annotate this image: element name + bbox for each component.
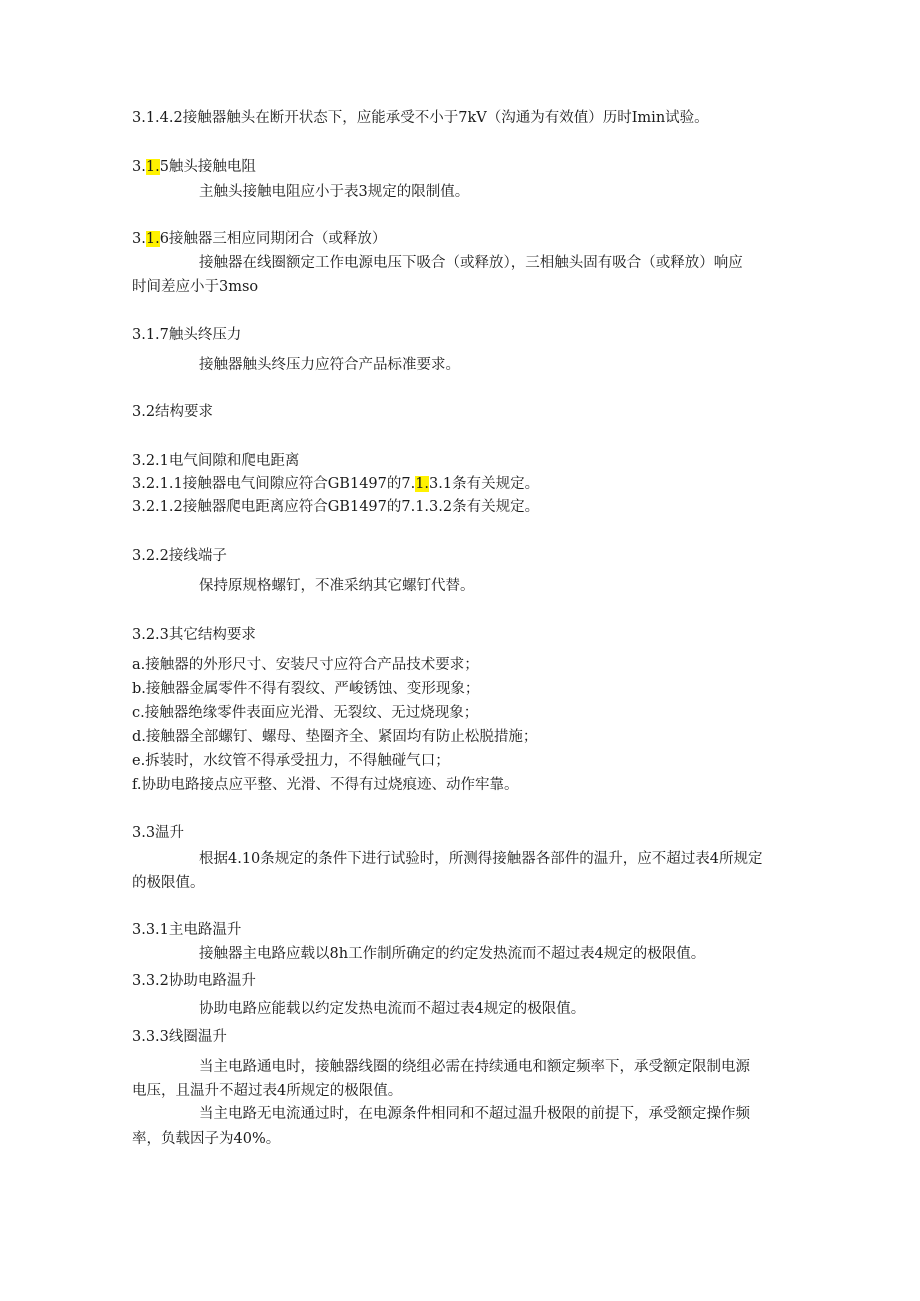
heading-prefix: 3. <box>132 159 146 175</box>
heading-3-1-7: 3.1.7触头终压力 <box>132 327 242 343</box>
paragraph-3-3-line2: 的极限值。 <box>132 875 205 891</box>
heading-3-2: 3.2结构要求 <box>132 404 214 420</box>
heading-3-3-1: 3.3.1主电路温升 <box>132 922 242 938</box>
paragraph-3-1-6-line1: 接触器在线圈额定工作电源电压下吸合（或释放），三相触头固有吸合（或释放）响应 <box>199 255 743 271</box>
heading-prefix: 3. <box>132 231 146 247</box>
heading-3-2-3: 3.2.3其它结构要求 <box>132 627 256 643</box>
list-item-b: b.接触器金属零件不得有裂纹、严峻锈蚀、变形现象； <box>132 681 480 697</box>
paragraph-3-3-3-b-line1: 当主电路无电流通过时，在电源条件相同和不超过温升极限的前提下，承受额定操作频 <box>199 1106 750 1122</box>
paragraph-3-3-2: 协助电路应能载以约定发热电流而不超过表4规定的极限值。 <box>199 1001 586 1017</box>
paragraph-3-3-1: 接触器主电路应载以8h工作制所确定的约定发热流而不超过表4规定的极限值。 <box>199 946 706 962</box>
paragraph-3-1-6-line2: 时间差应小于3mso <box>132 279 259 295</box>
list-item-e: e.拆装时，水纹管不得承受扭力，不得触碰气口； <box>132 753 450 769</box>
highlight-mark: 1. <box>145 159 160 175</box>
clause-3-2-1-1 <box>132 474 539 494</box>
heading-3-1-5 <box>132 157 256 177</box>
list-item-f: f.协助电路接点应平整、光滑、不得有过烧痕迹、动作牢靠。 <box>132 777 519 793</box>
highlight-mark: 1. <box>415 476 430 492</box>
list-item-d: d.接触器全部螺钉、螺母、垫圈齐全、紧固均有防止松脱措施； <box>132 729 538 745</box>
heading-3-2-2: 3.2.2接线端子 <box>132 548 227 564</box>
heading-3-3-3: 3.3.3线圈温升 <box>132 1029 227 1045</box>
heading-3-3-2: 3.3.2协助电路温升 <box>132 973 256 989</box>
clause-3-1-4-2: 3.1.4.2接触器触头在断开状态下，应能承受不小于7kV（沟通为有效值）历时Imin试验。 <box>132 110 709 126</box>
paragraph-3-3-3-a-line2: 电压，且温升不超过表4所规定的极限值。 <box>132 1083 403 1099</box>
paragraph-3-3-3-a-line1: 当主电路通电时，接触器线圈的绕组必需在持续通电和额定频率下，承受额定限制电源 <box>199 1059 750 1075</box>
paragraph-3-3-3-b-line2: 率，负载因子为40%。 <box>132 1131 281 1147</box>
paragraph-3-1-7: 接触器触头终压力应符合产品标准要求。 <box>199 357 460 373</box>
clause-3-2-1-2: 3.2.1.2接触器爬电距离应符合GB1497的7.1.3.2条有关规定。 <box>132 499 540 515</box>
heading-3-2-1: 3.2.1电气间隙和爬电距离 <box>132 453 300 469</box>
heading-rest: 6接触器三相应同期闭合（或释放） <box>159 231 387 247</box>
list-item-c: c.接触器绝缘零件表面应光滑、无裂纹、无过烧现象； <box>132 705 479 721</box>
clause-rest: 3.1条有关规定。 <box>429 476 540 492</box>
list-item-a: a.接触器的外形尺寸、安装尺寸应符合产品技术要求； <box>132 657 479 673</box>
heading-3-1-6 <box>132 229 386 249</box>
paragraph-3-3-line1: 根据4.10条规定的条件下进行试验时，所测得接触器各部件的温升，应不超过表4所规定 <box>199 851 763 867</box>
highlight-mark: 1. <box>145 231 160 247</box>
paragraph-3-1-5: 主触头接触电阻应小于表3规定的限制值。 <box>199 184 470 200</box>
clause-prefix: 3.2.1.1接触器电气间隙应符合GB1497的7. <box>132 476 416 492</box>
paragraph-3-2-2: 保持原规格螺钉，不准采纳其它螺钉代替。 <box>199 578 475 594</box>
heading-3-3: 3.3温升 <box>132 825 185 841</box>
heading-rest: 5触头接触电阻 <box>159 159 256 175</box>
